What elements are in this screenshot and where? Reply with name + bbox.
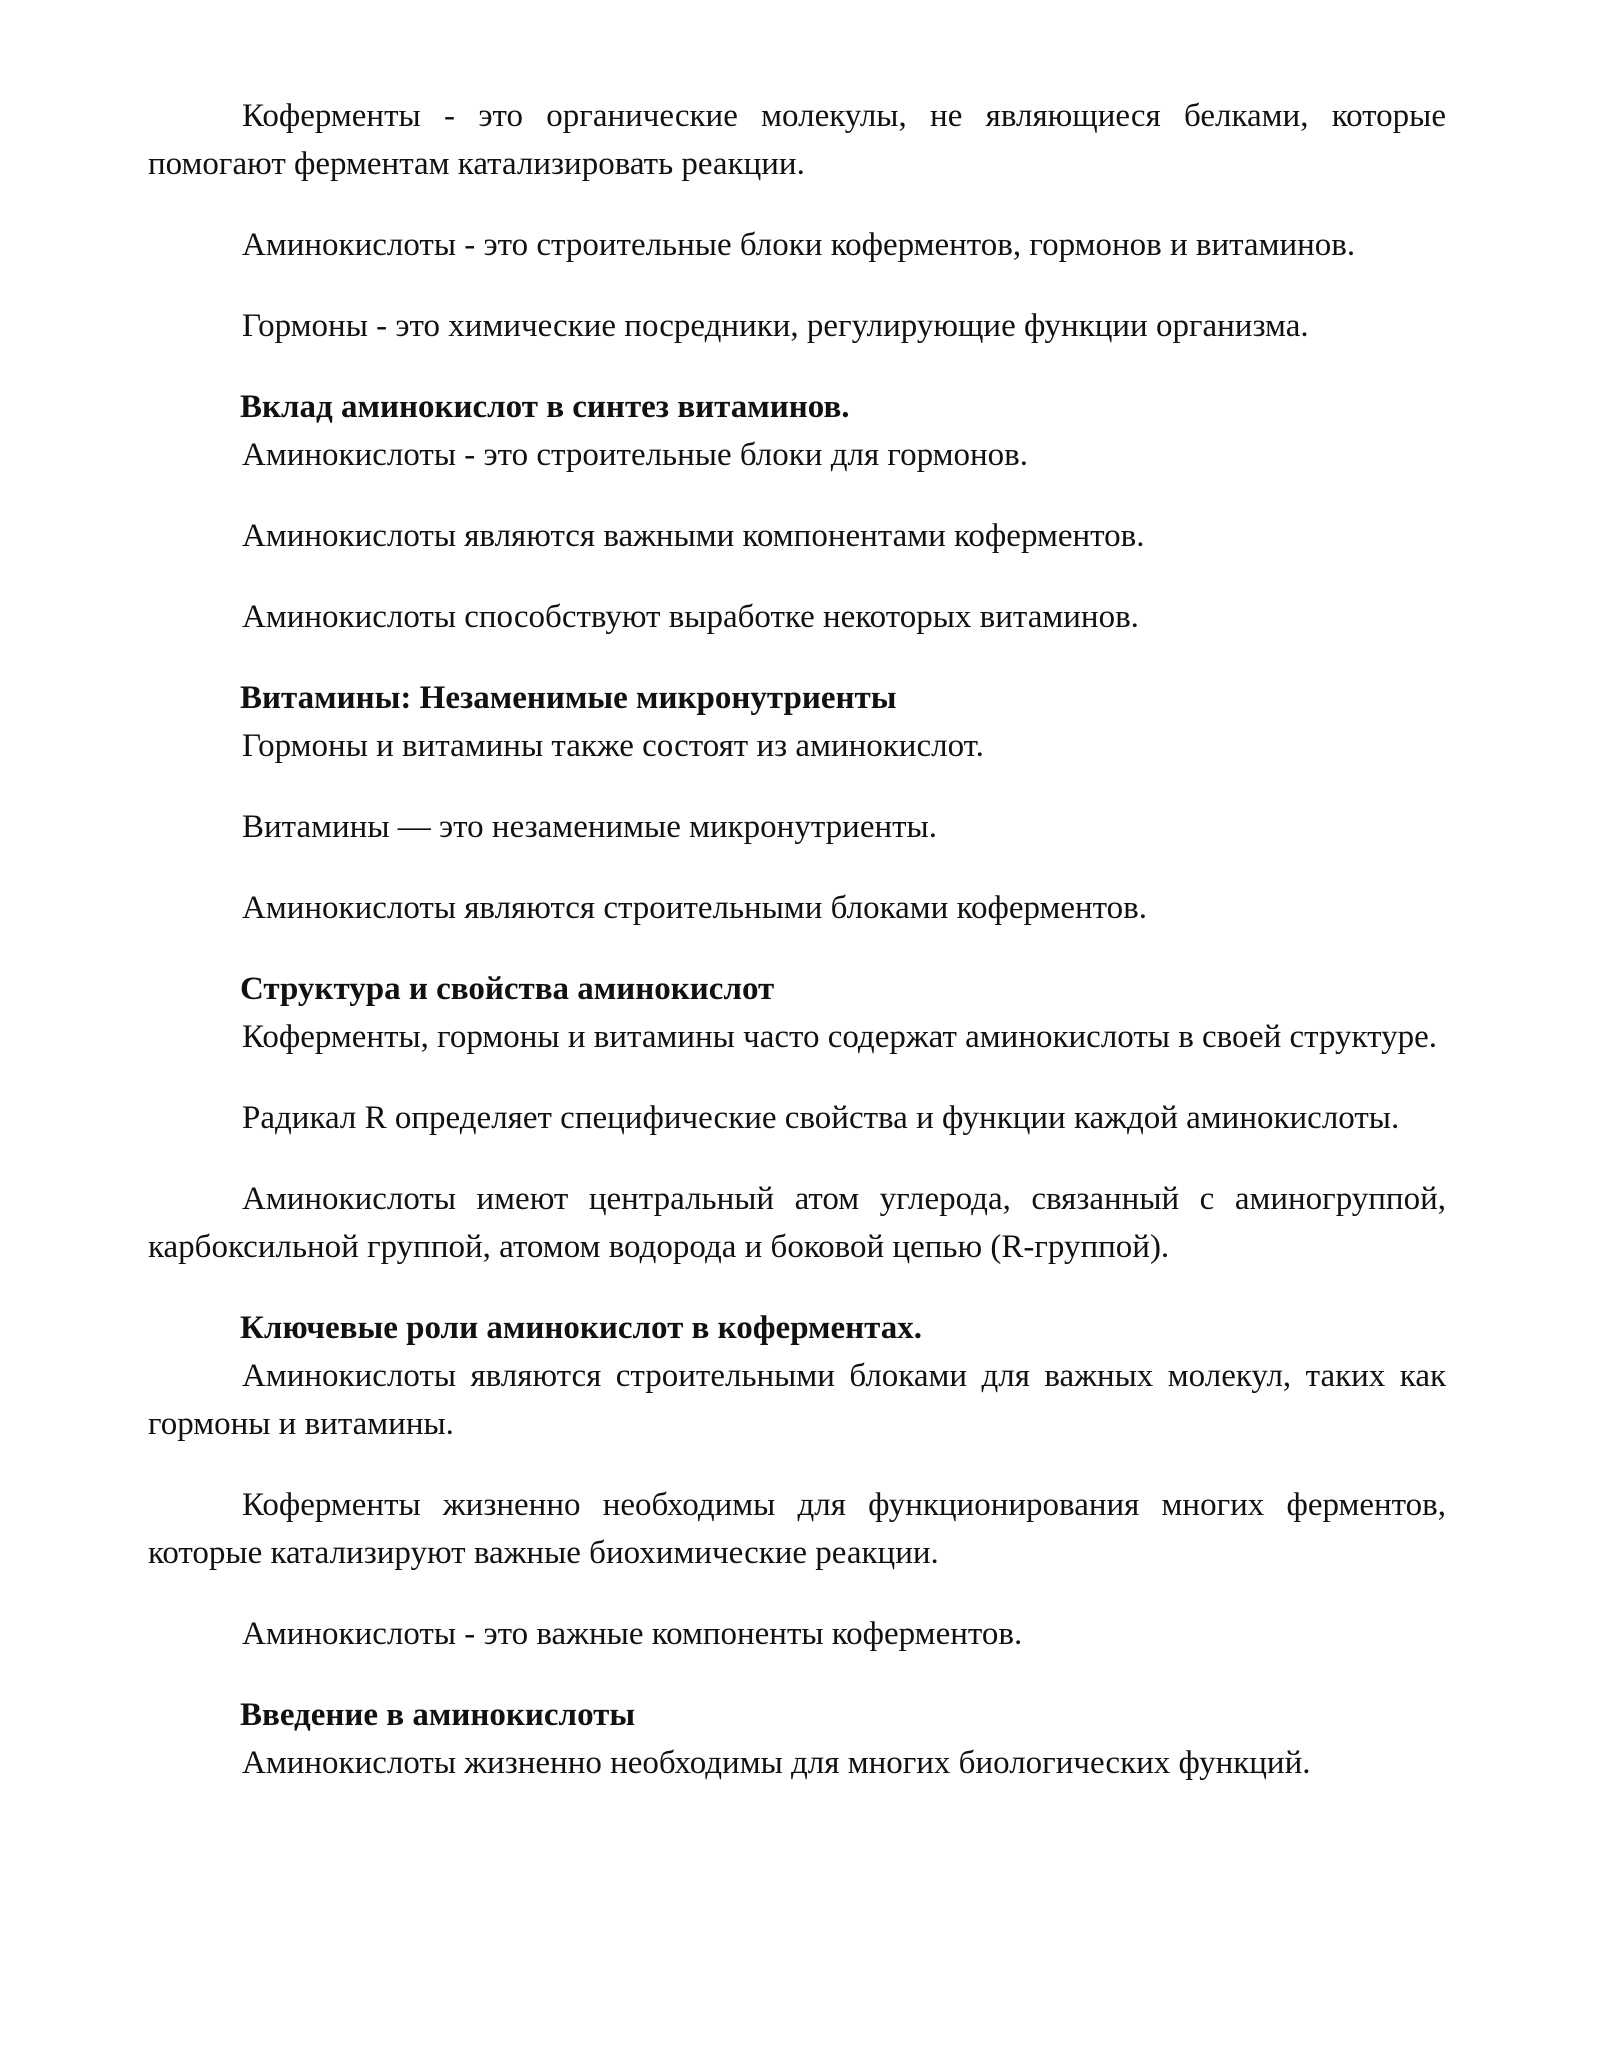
- paragraph-hormones-definition: Гормоны - это химические посредники, регулирующие функции организма.: [242, 308, 1309, 344]
- document-page: [148, 92, 1446, 1787]
- paragraph-important-components: Аминокислоты - это важные компоненты коферментов.: [242, 1616, 1023, 1652]
- paragraph-coenzyme-components: Аминокислоты являются важными компонентами коферментов.: [242, 518, 1145, 554]
- paragraph-hormone-building-blocks: Аминокислоты - это строительные блоки для гормонов.: [242, 437, 1028, 473]
- paragraph-important-molecules: Аминокислоты являются строительными блоками для важных молекул, таких как гормоны и витамины.: [148, 1358, 1446, 1442]
- paragraph-vitamin-production: Аминокислоты способствуют выработке некоторых витаминов.: [242, 599, 1139, 635]
- heading-introduction: Введение в аминокислоты: [240, 1697, 636, 1733]
- heading-essential-micronutrients: Витамины: Незаменимые микронутриенты: [240, 680, 897, 716]
- paragraph-coenzymes-definition: Коферменты - это органические молекулы, не являющиеся белками, которые помогают ферментам катализировать реакции.: [148, 98, 1446, 182]
- heading-structure-properties: Структура и свойства аминокислот: [240, 971, 775, 1007]
- paragraph-vitamins-micronutrients: Витамины — это незаменимые микронутриенты.: [242, 809, 937, 845]
- paragraph-structure-contains: Коферменты, гормоны и витамины часто содержат аминокислоты в своей структуре.: [242, 1019, 1438, 1055]
- paragraph-biological-functions: Аминокислоты жизненно необходимы для многих биологических функций.: [242, 1745, 1311, 1781]
- paragraph-coenzyme-building-blocks: Аминокислоты являются строительными блоками коферментов.: [242, 890, 1147, 926]
- paragraph-hormones-vitamins-composition: Гормоны и витамины также состоят из аминокислот.: [242, 728, 984, 764]
- heading-key-roles: Ключевые роли аминокислот в коферментах.: [240, 1310, 923, 1346]
- paragraph-amino-acids-building-blocks: Аминокислоты - это строительные блоки коферментов, гормонов и витаминов.: [242, 227, 1356, 263]
- paragraph-radical-r: Радикал R определяет специфические свойства и функции каждой аминокислоты.: [242, 1100, 1400, 1136]
- heading-vitamin-synthesis: Вклад аминокислот в синтез витаминов.: [240, 389, 850, 425]
- paragraph-central-carbon: Аминокислоты имеют центральный атом углерода, связанный с аминогруппой, карбоксильной группой, атомом водорода и боковой цепью (R-группой).: [148, 1181, 1446, 1265]
- paragraph-coenzymes-vital: Коферменты жизненно необходимы для функционирования многих ферментов, которые катализируют важные биохимические реакции.: [148, 1487, 1446, 1571]
